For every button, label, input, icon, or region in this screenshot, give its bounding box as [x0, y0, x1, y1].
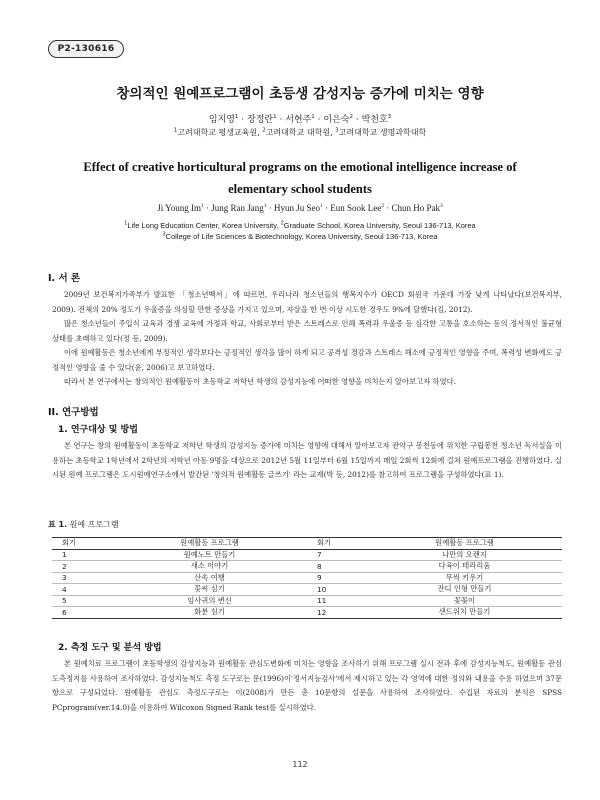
affiliations-korean [0, 127, 600, 138]
affiliation-text: Graduate School, Korea University, Seoul 136-713, Korea [283, 221, 476, 230]
program-table [52, 537, 562, 619]
table-row [52, 595, 562, 607]
author-affiliation-mark: 1 [263, 203, 267, 209]
table-cell: 꽃꽂이 [453, 595, 476, 605]
table-cell: 잔디 인형 만들기 [437, 584, 492, 594]
paper-id-badge: P2-130616 [48, 40, 124, 58]
author-separator: · [203, 203, 212, 213]
affiliation-line-2 [0, 231, 600, 242]
table-cell: 무씩 키우기 [445, 572, 484, 582]
affiliation-text: 고려대학교 평생교육원, [177, 128, 263, 137]
table-cell: 7 [317, 550, 322, 560]
author-separator: · [314, 115, 324, 125]
authors-english [0, 203, 600, 213]
table-cell: 5 [62, 596, 67, 606]
author-separator: · [322, 203, 331, 213]
title-korean: 창의적인 원예프로그램이 초등생 감성지능 증가에 미치는 영향 [116, 86, 484, 102]
table-cell: 꽃씨 심기 [194, 584, 225, 594]
author-affiliation-mark: 1 [320, 203, 323, 209]
table-cell: 9 [317, 573, 322, 583]
affiliation-mark: 2 [280, 220, 284, 227]
table-header-cell: 원예활동 프로그램 [435, 538, 494, 548]
table-cell: 4 [62, 584, 67, 594]
table-cell: 샌드위치 만들기 [438, 607, 491, 617]
table-cell: 다육이 테라리움 [438, 561, 491, 571]
table-caption [48, 519, 119, 530]
affiliation-mark: 3 [162, 231, 166, 238]
table-header-cell: 원예활동 프로그램 [180, 538, 239, 548]
author-separator: · [266, 203, 274, 213]
affiliation-line-1 [0, 220, 600, 231]
authors-korean [0, 112, 600, 125]
intro-paragraph-1: 2009년 보건복지가족부가 발표한 「청소년백서」에 따르면, 우리나라 청소년들의 행복지수가 OECD 회원국 가운데 가장 낮게 나타났다(보건복지부, 2009). 전체의 20% 정도가 우울증을 의심할 만한 증상을 가지고 있으며, 자살을 한 번 이상 시도한 경우도 9%에 달했다(김, 2012). [52, 290, 562, 314]
affiliation-text: Life Long Education Center, Korea University, [127, 221, 281, 230]
affiliation-mark: 2 [262, 127, 266, 134]
author-affiliation-mark: 2 [381, 203, 384, 209]
author-affiliation-mark: 1 [234, 114, 239, 120]
title-english: Effect of creative horticultural programs on the emotional intelligence increase of elementary school students [83, 160, 517, 196]
table-cell: 11 [317, 596, 327, 606]
affiliation-mark: 1 [124, 220, 128, 227]
section-heading-intro: I. 서 론 [48, 273, 81, 284]
affiliations-english [0, 220, 600, 242]
table-header-cell: 회기 [317, 538, 332, 548]
author-affiliation-mark: 3 [387, 114, 392, 120]
affiliation-mark: 1 [173, 127, 178, 134]
table-header-row [52, 538, 562, 550]
table-cell: 산속 여행 [194, 572, 225, 582]
author-affiliation-mark: 2 [349, 114, 353, 120]
table-caption-text: 원예 프로그램 [67, 520, 119, 529]
page-number: 112 [292, 760, 308, 769]
intro-paragraph-3: 이에 원예활동은 청소년에게 부정적인 생각보다는 긍정적인 생각을 많이 하게 되고 공격성 경감과 스트레스 해소에 긍정적인 영향을 주며, 폭력성 변화에도 긍정적인 영향을 줄 수 있다(윤, 2006)고 보고하였다. [52, 348, 562, 372]
table-header-cell: 회기 [62, 538, 77, 548]
author-name: 서현주 [285, 115, 312, 125]
table-cell: 임사귀의 변신 [187, 595, 232, 605]
author-name: 박천호 [361, 115, 388, 125]
table-cell: 2 [62, 561, 67, 571]
table-cell: 8 [317, 561, 322, 571]
subsection-heading-subjects: 1. 연구대상 및 방법 [58, 425, 138, 435]
section-heading-methods: II. 연구방법 [48, 407, 99, 418]
table-cell: 6 [62, 607, 67, 617]
table-cell: 화분 심기 [194, 607, 225, 617]
methods-paragraph-2: 본 원예치료 프로그램이 초등학생의 감성지능과 원예활동 관심도변화에 미치는 영향을 조사하기 위해 프로그램 실시 전과 후에 감성지능척도, 원예활동 관심도측정지를 사용하여 조사하였다. 감성지능척도 측정 도구로는 문(1996)이'정서지능검사'에서 제시하고 있는 각 영역에 대한 정의와 내용을 수용 하였으며 37문항으로 구성되었다. 원예활동 관심도 측정도구로는 이(2008)가 만든 총 10문항의 설문을 사용하여 조사하였다. 수집된 자료의 분석은 SPSS PCprogram(ver.14.0)을 이용하여 Wilcoxon Signed Rank test를 실시하였다. [52, 659, 562, 712]
author-name: Ji Young Im [157, 203, 201, 213]
author-name: 이은숙 [323, 115, 350, 125]
table-cell: 새소 이야기 [190, 561, 229, 571]
affiliation-text: 고려대학교 대학원, [265, 128, 336, 137]
author-name: 임지영 [208, 115, 235, 125]
author-name: Eun Sook Lee [330, 203, 382, 213]
intro-paragraph-2: 많은 청소년들이 주입식 교육과 경쟁 교육에 가정과 학교, 사회로부터 받은 스트레스로 인해 폭력과 우울증 등 심각한 고통을 호소하는 등의 정서적인 불균형 상태를 초래하고 있다(정 등, 2009). [52, 319, 562, 343]
author-affiliation-mark: 1 [311, 114, 315, 120]
author-name: Hyun Ju Seo [273, 203, 320, 213]
author-separator: · [352, 115, 362, 125]
table-row [52, 549, 562, 561]
table-cell: 3 [62, 573, 67, 583]
table-cell: 10 [317, 584, 327, 594]
author-name: 장정란 [247, 115, 274, 125]
table-row [52, 584, 562, 596]
author-affiliation-mark: 1 [200, 203, 204, 209]
affiliation-mark: 3 [335, 127, 339, 134]
table-cell: 원예노트 만들기 [183, 549, 236, 559]
table-row [52, 572, 562, 584]
table-cell: 1 [62, 550, 67, 560]
table-cell: 12 [317, 607, 327, 617]
intro-paragraph-4: 따라서 본 연구에서는 창의적인 원예활동이 초등학교 저학년 학생의 감성지능에 어떠한 영향을 미치는지 알아보고자 하였다. [64, 377, 456, 386]
affiliation-text: 고려대학교 생명과학대학 [338, 128, 427, 137]
author-separator: · [384, 203, 392, 213]
methods-paragraph-1: 본 연구는 창의 원예활동이 초등학교 저학년 학생의 감성지능 증가에 미치는 영향에 대해서 알아보고자 관악구 봉천동에 위치한 구립봉천 청소년 독서실을 이용하는 초등학교 1학년에서 2학년의 저학년 아동 9명을 대상으로 2012년 5월 11일부터 6월 15일까지 매일 2회씩 12회에 걸쳐 원예프로그램을 진행하였다. 실시된 원예 프로그램은 도시원예연구소에서 발간된 '창의적 원예활동 글쓰기' 라는 교재(박 등, 2012)를 참고하여 프로그램을 구성하였다(표 1). [52, 441, 562, 480]
subsection-heading-measures: 2. 측정 도구 및 분석 방법 [58, 643, 162, 653]
author-separator: · [238, 115, 248, 125]
table-caption-label: 표 1. [48, 520, 68, 529]
affiliation-text: College of Life Sciences & Biotechnology, Korea University, Seoul 136-713, Korea [165, 232, 438, 241]
author-affiliation-mark: 1 [273, 114, 277, 120]
table-row [52, 607, 562, 619]
author-name: Jung Ran Jang [211, 203, 264, 213]
author-separator: · [276, 115, 286, 125]
table-row [52, 561, 562, 573]
table-cell: 나만의 오렌지 [442, 549, 487, 559]
author-name: Chun Ho Pak [391, 203, 441, 213]
author-affiliation-mark: 3 [440, 203, 443, 209]
